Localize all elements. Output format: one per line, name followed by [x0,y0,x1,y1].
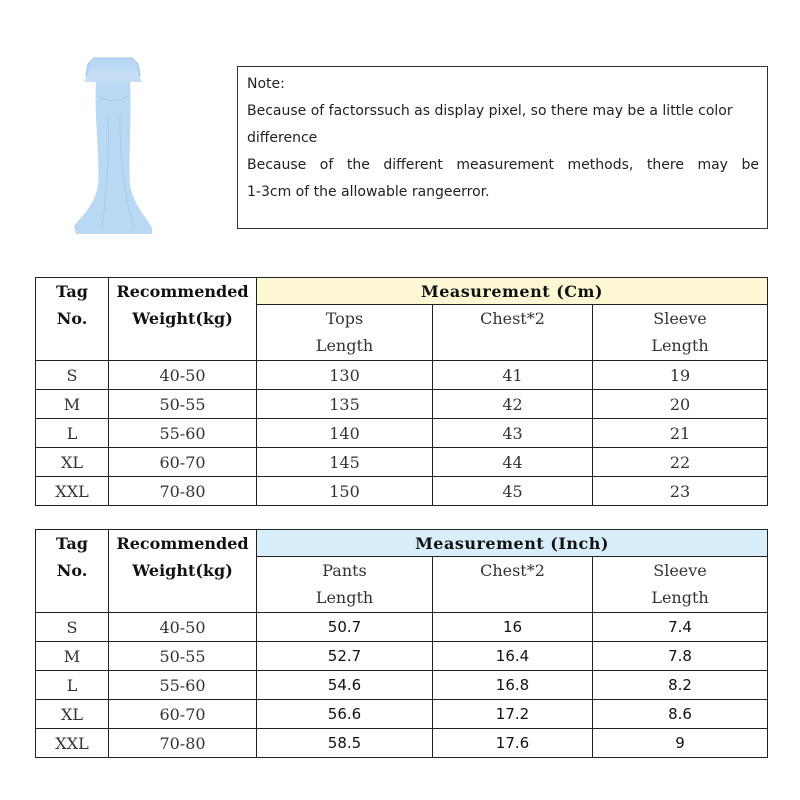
sleeve-length-header: Sleeve Length [593,557,768,613]
note-line-3: Because of the different measurement methods, there may be [247,157,759,173]
table-cell: 9 [593,729,768,758]
table-row [36,671,768,700]
table-cell: XL [36,448,109,477]
table-cell: 17.6 [433,729,593,758]
dress-product-image [72,56,154,236]
table-cell: XXL [36,477,109,506]
table-cell: 20 [593,390,768,419]
note-line-1: Because of factorssuch as display pixel, so there may be a little color [247,103,733,119]
chest-header: Chest*2 [433,305,593,361]
table-cell: 40-50 [109,361,257,390]
table-cell: 8.6 [593,700,768,729]
table-cell: 7.8 [593,642,768,671]
measurement-header: Measurement (Cm) [257,278,768,305]
table-cell: 135 [257,390,433,419]
table-cell: S [36,613,109,642]
measurement-header: Measurement (Inch) [257,530,768,557]
table-row [36,729,768,758]
table-cell: M [36,642,109,671]
table-cell: 70-80 [109,729,257,758]
table-cell: XL [36,700,109,729]
table-row [36,419,768,448]
sleeve-length-header: Sleeve Length [593,305,768,361]
table-cell: M [36,390,109,419]
table-row [36,642,768,671]
table-row [36,448,768,477]
table-cell: 50-55 [109,390,257,419]
size-chart-cm [35,277,768,506]
tag-header: Tag No. [36,278,109,361]
table-cell: XXL [36,729,109,758]
table-cell: 19 [593,361,768,390]
size-chart-inch [35,529,768,758]
note-line-4: 1-3cm of the allowable rangeerror. [247,184,490,200]
note-heading: Note: [247,76,285,92]
pants-length-header: Pants Length [257,557,433,613]
table-cell: S [36,361,109,390]
table-cell: 50.7 [257,613,433,642]
table-cell: 150 [257,477,433,506]
table-cell: 60-70 [109,448,257,477]
table-row [36,361,768,390]
table-cell: 45 [433,477,593,506]
table-cell: 52.7 [257,642,433,671]
table-cell: 42 [433,390,593,419]
table-cell: 7.4 [593,613,768,642]
table-row [36,390,768,419]
table-cell: 8.2 [593,671,768,700]
chest-header: Chest*2 [433,557,593,613]
table-cell: 50-55 [109,642,257,671]
table-cell: 130 [257,361,433,390]
tops-length-header: Tops Length [257,305,433,361]
tag-header: Tag No. [36,530,109,613]
table-cell: 60-70 [109,700,257,729]
weight-header: Recommended Weight(kg) [109,278,257,361]
table-cell: 55-60 [109,419,257,448]
table-cell: L [36,419,109,448]
table-cell: 58.5 [257,729,433,758]
table-cell: 70-80 [109,477,257,506]
table-row [36,700,768,729]
note-line-2: difference [247,130,318,146]
note-box [237,66,768,229]
table-cell: 23 [593,477,768,506]
table-cell: L [36,671,109,700]
weight-header: Recommended Weight(kg) [109,530,257,613]
table-cell: 40-50 [109,613,257,642]
table-row [36,613,768,642]
table-cell: 56.6 [257,700,433,729]
table-cell: 16 [433,613,593,642]
table-cell: 140 [257,419,433,448]
table-cell: 145 [257,448,433,477]
table-cell: 44 [433,448,593,477]
table-cell: 55-60 [109,671,257,700]
table-cell: 54.6 [257,671,433,700]
table-cell: 21 [593,419,768,448]
table-cell: 17.2 [433,700,593,729]
table-row [36,477,768,506]
table-cell: 41 [433,361,593,390]
table-cell: 16.8 [433,671,593,700]
table-cell: 16.4 [433,642,593,671]
table-cell: 22 [593,448,768,477]
table-cell: 43 [433,419,593,448]
